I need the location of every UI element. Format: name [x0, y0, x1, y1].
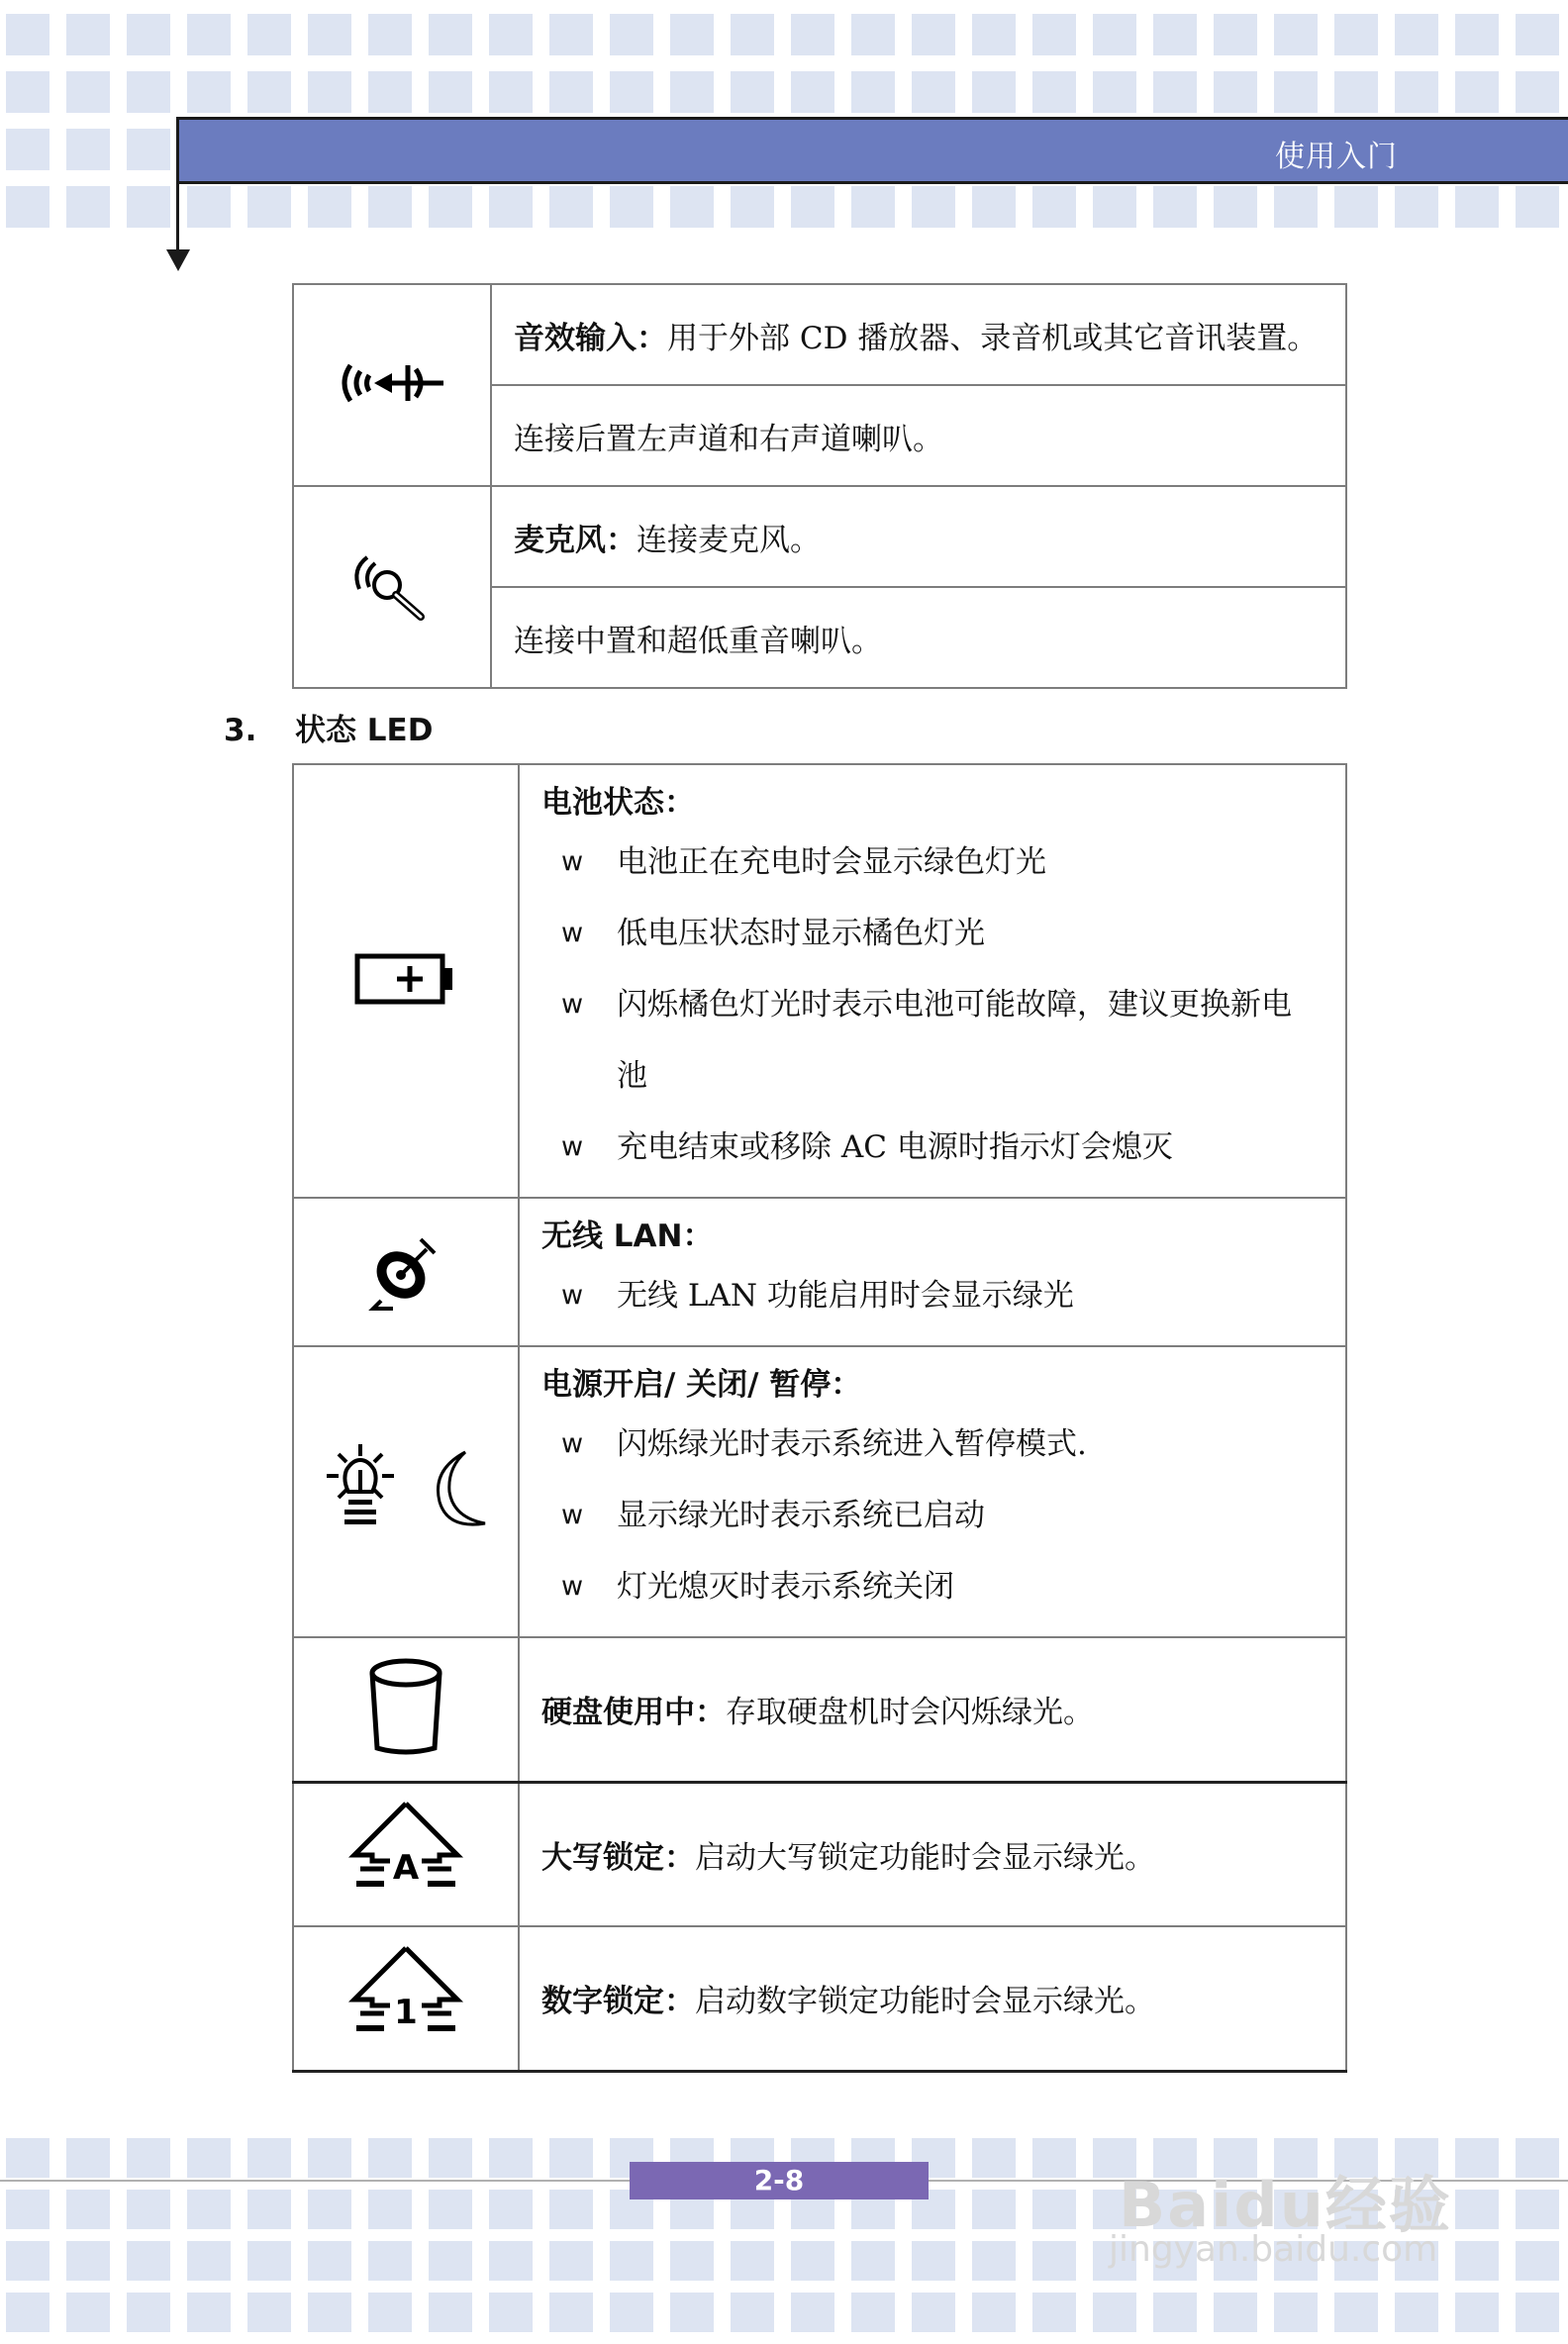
microphone-label: 麦克风： [514, 522, 637, 558]
wireless-status-cell [519, 1198, 1346, 1346]
bullet-marker: w [561, 918, 584, 948]
bullet-marker: w [561, 1131, 584, 1162]
battery-status-title: 电池状态： [541, 785, 695, 821]
battery-icon [351, 944, 460, 1014]
battery-item-text: 低电压状态时显示橘色灯光 [617, 916, 985, 951]
audio-in-text: 用于外部 CD 播放器、录音机或其它音讯装置。 [667, 320, 1319, 356]
list-item [541, 969, 1325, 1112]
section-number: 3. [224, 713, 257, 748]
list-item [541, 1551, 1325, 1622]
list-item [541, 1409, 1325, 1480]
caps-lock-status-cell [519, 1782, 1346, 1926]
battery-item-continuation: 池 [617, 1058, 647, 1094]
header-bar [176, 117, 1568, 184]
bullet-marker: w [561, 989, 584, 1020]
watermark-url: jingyan.baidu.com [1109, 2229, 1438, 2270]
battery-item-text: 充电结束或移除 AC 电源时指示灯会熄灭 [617, 1129, 1173, 1165]
num-lock-label: 数字锁定： [541, 1984, 695, 2020]
bullet-marker: w [561, 1571, 584, 1602]
led-status-table [292, 763, 1347, 2073]
audio-port-table [292, 283, 1347, 689]
center-speaker-text: 连接中置和超低重音喇叭。 [514, 623, 882, 659]
microphone-icon-cell [293, 486, 491, 688]
caps-lock-label: 大写锁定： [541, 1839, 695, 1876]
microphone-text: 连接麦克风。 [637, 522, 821, 558]
wireless-lan-icon [361, 1225, 450, 1315]
center-speaker-desc [491, 587, 1346, 688]
page-number: 2-8 [753, 2164, 805, 2197]
microphone-icon [347, 545, 437, 625]
num-lock-icon [346, 1942, 465, 2051]
list-item [541, 827, 1325, 898]
hdd-icon-cell [293, 1637, 519, 1782]
wireless-status-title: 无线 LAN： [541, 1219, 714, 1254]
num-lock-icon-letter: 1 [394, 1992, 418, 2032]
rear-speaker-text: 连接后置左声道和右声道喇叭。 [514, 421, 943, 457]
watermark-logo: Baidu经验 [1119, 2169, 1452, 2241]
bullet-marker: w [561, 846, 584, 877]
section-heading [224, 705, 433, 749]
bullet-marker: w [561, 1280, 584, 1311]
list-item [541, 1260, 1325, 1331]
audio-in-icon [333, 343, 451, 423]
wireless-icon-cell [293, 1198, 519, 1346]
battery-item-text: 闪烁橘色灯光时表示电池可能故障，建议更换新电 [617, 987, 1292, 1023]
audio-in-icon-cell [293, 284, 491, 486]
header-title: 使用入门 [1275, 140, 1398, 174]
list-item [541, 1112, 1325, 1183]
power-suspend-icon [317, 1440, 495, 1539]
rear-speaker-desc [491, 385, 1346, 486]
power-item-text: 灯光熄灭时表示系统关闭 [617, 1569, 954, 1605]
bullet-marker: w [561, 1500, 584, 1530]
caps-lock-icon [346, 1798, 465, 1906]
section-title: 状态 LED [295, 713, 434, 748]
hdd-status-cell [519, 1637, 1346, 1782]
hdd-status-label: 硬盘使用中： [541, 1695, 726, 1731]
audio-in-desc [491, 284, 1346, 385]
num-lock-icon-cell [293, 1926, 519, 2071]
header-vertical-line [176, 117, 179, 255]
power-icon-cell [293, 1346, 519, 1637]
page-number-bar [630, 2162, 929, 2199]
power-item-text: 闪烁绿光时表示系统进入暂停模式. [617, 1426, 1087, 1462]
microphone-desc [491, 486, 1346, 587]
caps-lock-text: 启动大写锁定功能时会显示绿光。 [695, 1839, 1155, 1876]
bullet-marker: w [561, 1428, 584, 1459]
hard-disk-icon [361, 1653, 450, 1762]
num-lock-status-cell [519, 1926, 1346, 2071]
power-status-cell [519, 1346, 1346, 1637]
caps-lock-icon-letter: A [392, 1848, 420, 1889]
wireless-item-text: 无线 LAN 功能启用时会显示绿光 [617, 1278, 1074, 1314]
caps-lock-icon-cell [293, 1782, 519, 1926]
battery-item-text: 电池正在充电时会显示绿色灯光 [617, 844, 1046, 880]
power-status-title: 电源开启/ 关闭/ 暂停： [541, 1367, 862, 1403]
list-item [541, 1480, 1325, 1551]
down-arrow-icon [166, 249, 190, 271]
audio-in-label: 音效输入： [514, 320, 667, 356]
power-item-text: 显示绿光时表示系统已启动 [617, 1498, 985, 1533]
num-lock-text: 启动数字锁定功能时会显示绿光。 [695, 1984, 1155, 2020]
battery-icon-cell [293, 764, 519, 1198]
hdd-status-text: 存取硬盘机时会闪烁绿光。 [726, 1695, 1094, 1731]
battery-status-cell [519, 764, 1346, 1198]
list-item [541, 898, 1325, 969]
